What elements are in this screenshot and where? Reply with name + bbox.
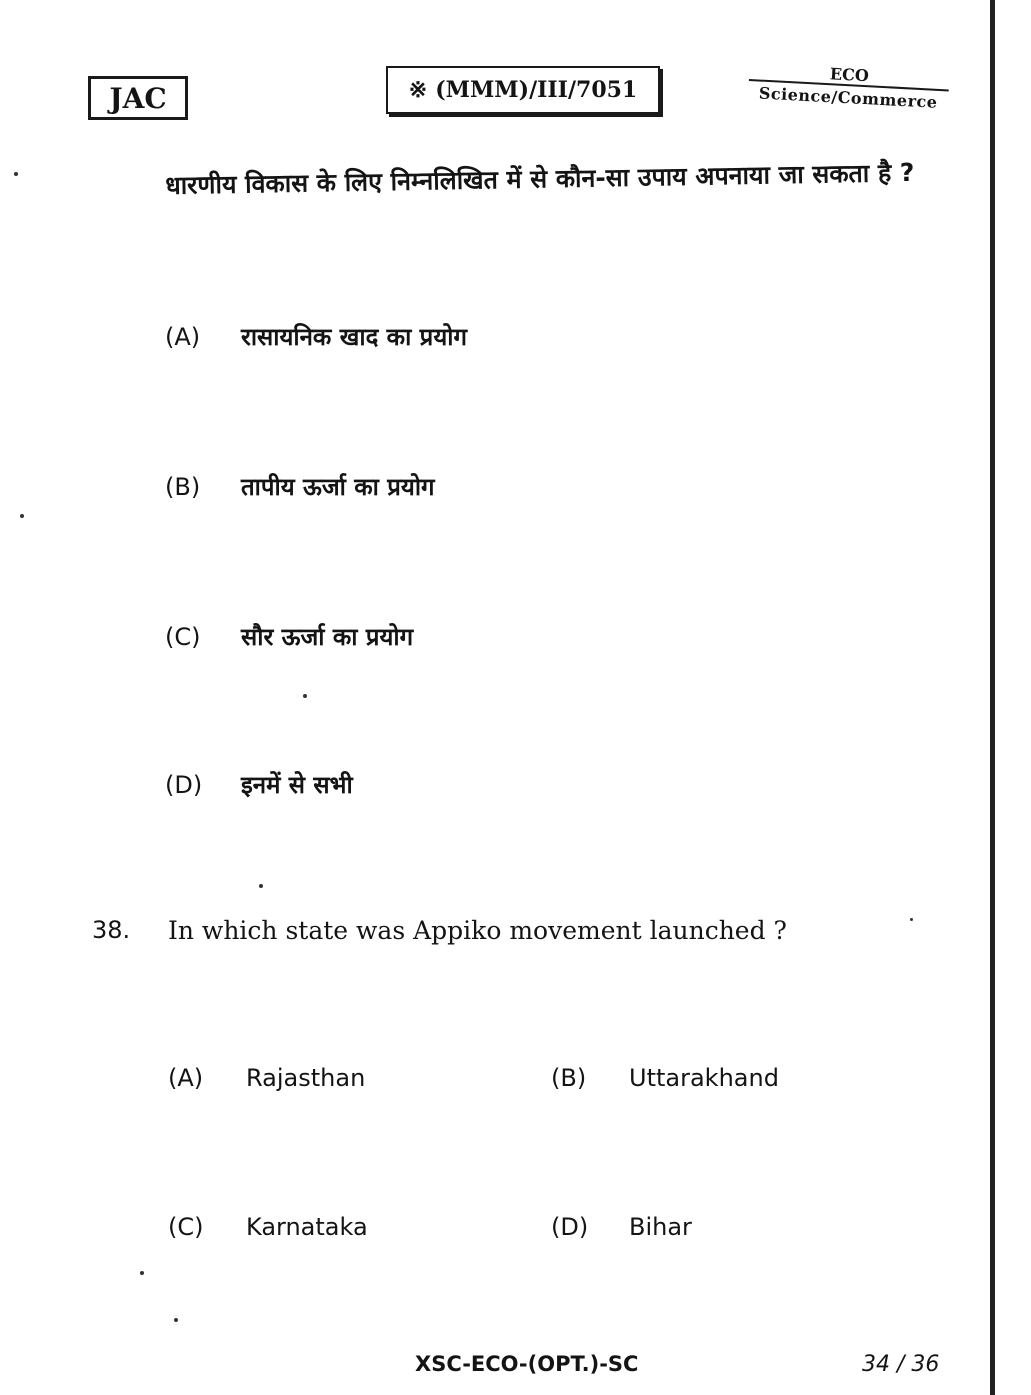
footer-paper-code: XSC-ECO-(OPT.)-SC: [415, 1352, 639, 1376]
option-label: (D): [165, 771, 203, 799]
question-37-text: धारणीय विकास के लिए निम्नलिखित में से कौन-सा उपाय अपनाया जा सकता है ?: [165, 157, 915, 200]
option-text: इनमें से सभी: [241, 771, 353, 799]
subject-stamp: [747, 60, 950, 130]
option-label: (B): [165, 473, 201, 501]
asterism-mark: ※: [408, 77, 428, 103]
scan-speck: [20, 514, 24, 518]
option-label: (C): [165, 623, 201, 651]
q37-option-c: [165, 620, 413, 653]
q37-option-d: [165, 768, 353, 801]
q38-option-c: [168, 1213, 368, 1241]
option-text: Rajasthan: [246, 1064, 366, 1092]
paper-code: (MMM)/III/7051: [435, 77, 638, 103]
stream-label: Science/Commerce: [748, 79, 949, 112]
page-number: 34 / 36: [862, 1352, 940, 1377]
option-label: (D): [551, 1213, 589, 1241]
question-38-text: In which state was Appiko movement launched ?: [168, 916, 787, 945]
subject-label: ECO: [829, 64, 870, 86]
option-label: (A): [168, 1064, 204, 1092]
scan-speck: [174, 1318, 178, 1322]
option-label: (B): [551, 1064, 587, 1092]
q38-option-d: [551, 1213, 692, 1241]
q38-option-b: [551, 1064, 779, 1092]
option-label: (C): [168, 1213, 204, 1241]
board-label: JAC: [88, 76, 188, 120]
option-text: Karnataka: [246, 1213, 368, 1241]
option-text: तापीय ऊर्जा का प्रयोग: [241, 473, 435, 501]
q37-option-b: [165, 470, 435, 503]
option-label: (A): [165, 323, 201, 351]
option-text: सौर ऊर्जा का प्रयोग: [241, 623, 414, 651]
scan-speck: [303, 694, 307, 698]
page-edge-rule: [990, 0, 995, 1395]
paper-code-box: [386, 66, 660, 114]
q38-option-a: [168, 1064, 365, 1092]
scan-speck: [910, 918, 913, 921]
scan-speck: [259, 884, 263, 888]
q37-option-a: [165, 320, 467, 353]
option-text: Bihar: [629, 1213, 692, 1241]
scan-speck: [140, 1271, 144, 1275]
option-text: Uttarakhand: [629, 1064, 779, 1092]
scan-speck: [14, 172, 18, 176]
option-text: रासायनिक खाद का प्रयोग: [241, 323, 467, 351]
question-38-number: 38.: [92, 916, 131, 944]
